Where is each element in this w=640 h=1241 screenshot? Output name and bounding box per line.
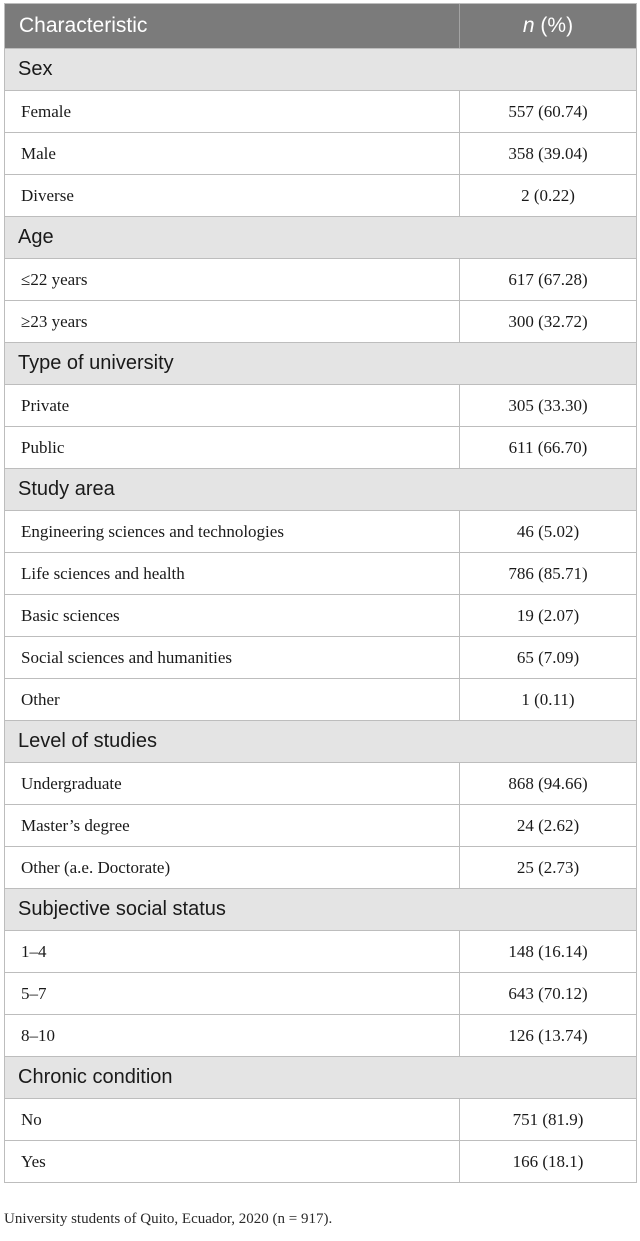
table-row [5, 678, 636, 720]
section-heading: Level of studies [5, 720, 636, 762]
table-row [5, 846, 636, 888]
row-value: 25 (2.73) [459, 847, 636, 888]
row-value: 643 (70.12) [459, 973, 636, 1014]
row-label: Female [21, 101, 72, 121]
table-row [5, 804, 636, 846]
row-label: Private [21, 395, 70, 415]
row-label: Public [21, 437, 65, 457]
row-value: 611 (66.70) [459, 427, 636, 468]
row-label: Master’s degree [21, 815, 130, 835]
row-value: 1 (0.11) [459, 679, 636, 720]
row-label: No [21, 1109, 42, 1129]
row-label: Yes [21, 1151, 46, 1171]
section-heading: Sex [5, 48, 636, 90]
table-row [5, 930, 636, 972]
row-value: 24 (2.62) [459, 805, 636, 846]
row-value: 751 (81.9) [459, 1099, 636, 1140]
table-row [5, 132, 636, 174]
section-heading: Type of university [5, 342, 636, 384]
table-row [5, 636, 636, 678]
table-row [5, 762, 636, 804]
table-row [5, 384, 636, 426]
row-label: 5–7 [21, 983, 47, 1003]
table-body [5, 48, 636, 1182]
row-label: Engineering sciences and technologies [21, 521, 284, 541]
row-value: 617 (67.28) [459, 259, 636, 300]
row-label: 8–10 [21, 1025, 55, 1045]
header-n: n [522, 14, 535, 37]
row-value: 166 (18.1) [459, 1141, 636, 1182]
header-percent: (%) [534, 14, 574, 37]
row-label: Undergraduate [21, 773, 122, 793]
section-heading: Chronic condition [5, 1056, 636, 1098]
row-label: Other (a.e. Doctorate) [21, 857, 171, 877]
row-value: 786 (85.71) [459, 553, 636, 594]
row-value: 868 (94.66) [459, 763, 636, 804]
row-label: Life sciences and health [21, 563, 185, 583]
row-label: Other [21, 689, 60, 709]
header-characteristic: Characteristic [19, 14, 148, 37]
table-row [5, 594, 636, 636]
row-value: 126 (13.74) [459, 1015, 636, 1056]
row-label: 1–4 [21, 941, 47, 961]
table-row [5, 426, 636, 468]
table-row [5, 552, 636, 594]
row-value: 19 (2.07) [459, 595, 636, 636]
row-value: 65 (7.09) [459, 637, 636, 678]
table-row [5, 510, 636, 552]
table-row [5, 300, 636, 342]
section-heading: Study area [5, 468, 636, 510]
table-header [5, 4, 636, 48]
row-label: Basic sciences [21, 605, 120, 625]
row-label: ≤22 years [21, 269, 88, 289]
table-row [5, 258, 636, 300]
section-heading: Age [5, 216, 636, 258]
table-row [5, 1140, 636, 1182]
header-n-percent [459, 4, 636, 48]
section-heading: Subjective social status [5, 888, 636, 930]
row-label: ≥23 years [21, 311, 88, 331]
row-value: 300 (32.72) [459, 301, 636, 342]
table-row [5, 1014, 636, 1056]
row-value: 358 (39.04) [459, 133, 636, 174]
table-row [5, 90, 636, 132]
row-value: 46 (5.02) [459, 511, 636, 552]
row-value: 2 (0.22) [459, 175, 636, 216]
demographics-table [4, 3, 637, 1183]
row-value: 148 (16.14) [459, 931, 636, 972]
table-row [5, 972, 636, 1014]
table-row [5, 1098, 636, 1140]
row-value: 557 (60.74) [459, 91, 636, 132]
table-footnote: University students of Quito, Ecuador, 2020 (n = 917). [4, 1211, 333, 1227]
row-label: Diverse [21, 185, 74, 205]
row-label: Male [21, 143, 56, 163]
row-value: 305 (33.30) [459, 385, 636, 426]
row-label: Social sciences and humanities [21, 647, 233, 667]
table-row [5, 174, 636, 216]
